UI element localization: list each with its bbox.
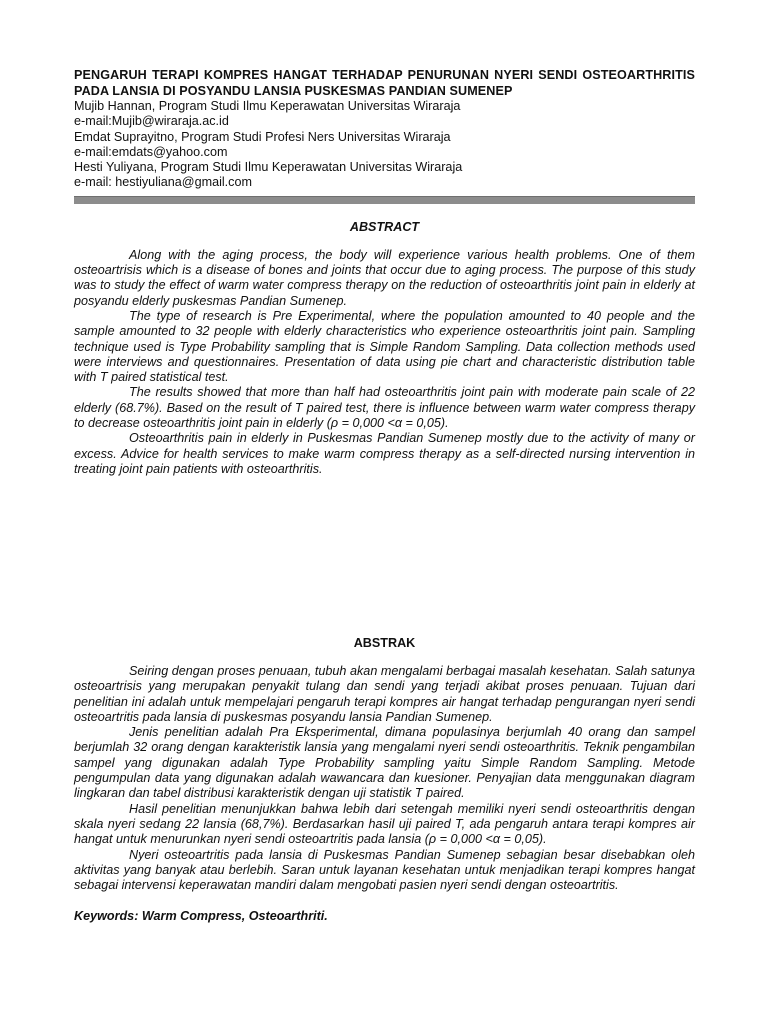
abstrak-body <box>74 664 695 893</box>
author-line: Hesti Yuliyana, Program Studi Ilmu Keperawatan Universitas Wiraraja <box>74 160 463 175</box>
author-line: Mujib Hannan, Program Studi Ilmu Keperawatan Universitas Wiraraja <box>74 99 461 113</box>
paper-header <box>74 68 695 477</box>
author-email: e-mail: hestiyuliana@gmail.com <box>74 175 252 190</box>
header-divider <box>74 196 695 204</box>
abstract-body <box>74 248 695 477</box>
abstract-paragraph: The results showed that more than half had osteoarthritis joint pain with moderate pain scale of 22 elderly (68.7%). Based on the result of T paired test, there is influence between warm water compress therapy to decrease osteoarthritis joint pain in elderly (ρ = 0,000 <α = 0,05). <box>74 385 695 431</box>
abstrak-paragraph: Seiring dengan proses penuaan, tubuh akan mengalami berbagai masalah kesehatan. Salah satunya osteoartrisis yang merupakan penyakit tulang dan sendi yang terjadi akibat proses penuaan. Tujuan dari penelitian ini adalah untuk mempelajari pengaruh terapi kompres air hangat terhadap pengurangan nyeri sendi osteoartritis pada lansia di puskesmas posyandu lansia Pandian Sumenep. <box>74 664 695 724</box>
author-email: e-mail:emdats@yahoo.com <box>74 144 228 159</box>
abstrak-section <box>74 630 695 923</box>
abstrak-paragraph: Hasil penelitian menunjukkan bahwa lebih dari setengah memiliki nyeri sendi osteoarthritis dengan skala nyeri sedang 22 lansia (68,7%). Berdasarkan hasil uji paired T, ada pengaruh antara terapi kompres air hangat untuk menurunkan nyeri sendi osteoartritis pada lansia (ρ = 0,000 <α = 0,05). <box>74 801 695 847</box>
abstract-paragraph: Osteoarthritis pain in elderly in Puskesmas Pandian Sumenep mostly due to the activity of many or excess. Advice for health services to make warm compress therapy as a self-directed nursing intervention in treating joint pain patients with osteoarthritis. <box>74 431 695 476</box>
author-email: e-mail:Mujib@wiraraja.ac.id <box>74 114 229 129</box>
abstrak-heading: ABSTRAK <box>353 636 416 650</box>
abstrak-paragraph: Nyeri osteoartritis pada lansia di Puskesmas Pandian Sumenep sebagian besar disebabkan oleh aktivitas yang banyak atau berlebih. Saran untuk layanan kesehatan untuk menjadikan terapi kompres hangat sebagai intervensi keperawatan mandiri dalam mengobati pasien nyeri sendi dengan osteoartritis. <box>74 847 695 893</box>
abstrak-paragraph: Jenis penelitian adalah Pra Eksperimental, dimana populasinya berjumlah 40 orang dan sampel berjumlah 32 orang dengan karakteristik lansia yang mengalami nyeri sendi osteoarthritis. Teknik pengambilan sampel yang digunakan adalah Type Probability sampling yaitu Simple Random Sampling. Metode pengumpulan data yang digunakan adalah wawancara dan kuesioner. Penyajian data menggunakan diagram lingkaran dan tabel distribusi karakteristik dengan uji statistik T paired. <box>74 725 695 801</box>
paper-title: PENGARUH TERAPI KOMPRES HANGAT TERHADAP PENURUNAN NYERI SENDI OSTEOARTHRITIS PADA LANSIA DI POSYANDU LANSIA PUSKESMAS PANDIAN SUMENEP <box>74 68 695 98</box>
author-list <box>74 99 695 191</box>
abstract-paragraph: The type of research is Pre Experimental, where the population amounted to 40 people and the sample amounted to 32 people with elderly characteristics who experience osteoarthritis joint pain. Sampling technique used is Type Probability sampling that is Simple Random Sampling. Data collection methods used were interviews and questionnaires. Presentation of data using pie chart and characteristic distribution table with T paired statistical test. <box>74 308 695 385</box>
abstract-heading: ABSTRACT <box>349 219 420 234</box>
keywords: Keywords: Warm Compress, Osteoarthriti. <box>74 909 328 924</box>
author-line: Emdat Suprayitno, Program Studi Profesi Ners Universitas Wiraraja <box>74 129 451 144</box>
abstract-paragraph: Along with the aging process, the body will experience various health problems. One of them osteoartrisis which is a disease of bones and joints that occur due to aging process. The purpose of this study was to study the effect of warm water compress therapy on the reduction of osteoarthritis joint pain in elderly at posyandu elderly puskesmas Pandian Sumenep. <box>74 247 695 308</box>
